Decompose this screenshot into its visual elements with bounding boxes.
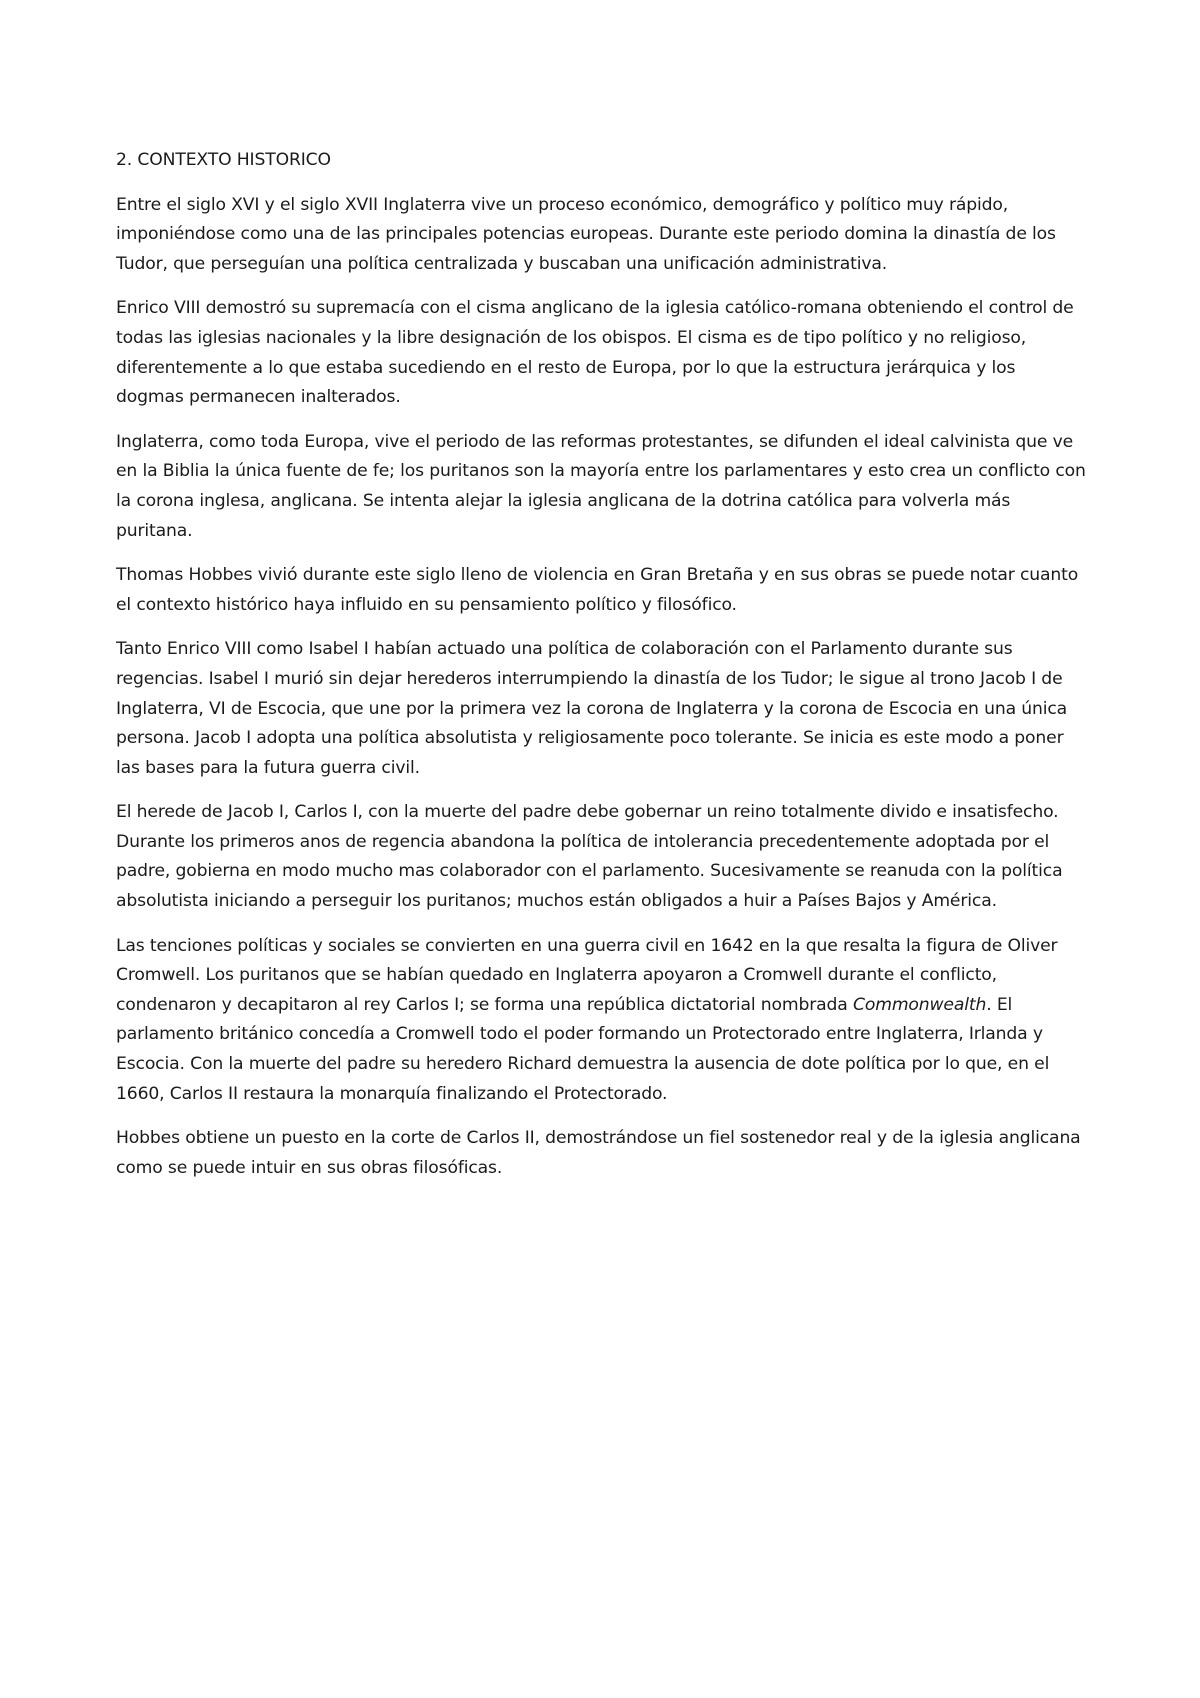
paragraph-5: Tanto Enrico VIII como Isabel I habían actuado una política de colaboración con el Parlamento durante sus regencias. Isabel I murió sin dejar herederos interrumpiendo la dinastía de los Tudor; le sigue al trono Jacob I de Inglaterra, VI de Escocia, que une por la primera vez la corona de Inglaterra y la corona de Escocia en una única persona. Jacob I adopta una política absolutista y religiosamente poco tolerante. Se inicia es este modo a poner las bases para la futura guerra civil. [116,639,1068,778]
paragraph-1: Entre el siglo XVI y el siglo XVII Inglaterra vive un proceso económico, demográfico y político muy rápido, imponiéndose como una de las principales potencias europeas. Durante este periodo domina la dinastía de los Tudor, que perseguían una política centralizada y buscaban una unificación administrativa. [116,194,1056,274]
paragraph-2: Enrico VIII demostró su supremacía con el cisma anglicano de la iglesia católico-romana obteniendo el control de todas las iglesias nacionales y la libre designación de los obispos. El cisma es de tipo político y no religioso, diferentemente a lo que estaba sucediendo en el resto de Europa, por lo que la estructura jerárquica y los dogmas permanecen inalterados. [116,298,1074,408]
paragraph-4: Thomas Hobbes vivió durante este siglo lleno de violencia en Gran Bretaña y en sus obras se puede notar cuanto el contexto histórico haya influido en su pensamiento político y filosófico. [116,565,1079,615]
document-body [116,146,1086,1198]
section-heading: 2. CONTEXTO HISTORICO [116,150,331,170]
paragraph-3: Inglaterra, como toda Europa, vive el periodo de las reformas protestantes, se difunden el ideal calvinista que ve en la Biblia la única fuente de fe; los puritanos son la mayoría entre los parlamentares y esto crea un conflicto con la corona inglesa, anglicana. Se intenta alejar la iglesia anglicana de la dotrina católica para volverla más puritana. [116,431,1086,541]
paragraph-8: Hobbes obtiene un puesto en la corte de Carlos II, demostrándose un fiel sostenedor real y de la iglesia anglicana como se puede intuir en sus obras filosóficas. [116,1128,1081,1178]
paragraph-7-text-a: Las tenciones políticas y sociales se convierten en una guerra civil en 1642 en la que resalta la figura de Oliver Cromwell. Los puritanos que se habían quedado en Inglaterra apoyaron a Cromwell durante el conflicto, condenaron y decapitaron al rey Carlos I; se forma una república dictatorial nombrada [116,935,1058,1015]
paragraph-6: El herede de Jacob I, Carlos I, con la muerte del padre debe gobernar un reino totalmente divido e insatisfecho. Durante los primeros anos de regencia abandona la política de intolerancia precedentemente adoptada por el padre, gobierna en modo mucho mas colaborador con el parlamento. Sucesivamente se reanuda con la política absolutista iniciando a perseguir los puritanos; muchos están obligados a huir a Países Bajos y América. [116,802,1063,912]
paragraph-7-text-b: . El parlamento británico concedía a Cromwell todo el poder formando un Protectorado entre Inglaterra, Irlanda y Escocia. Con la muerte del padre su heredero Richard demuestra la ausencia de dote política por lo que, en el 1660, Carlos II restaura la monarquía finalizando el Protectorado. [116,994,1050,1104]
commonwealth-italic: Commonwealth [853,994,987,1015]
paragraph-7 [116,932,1086,1110]
